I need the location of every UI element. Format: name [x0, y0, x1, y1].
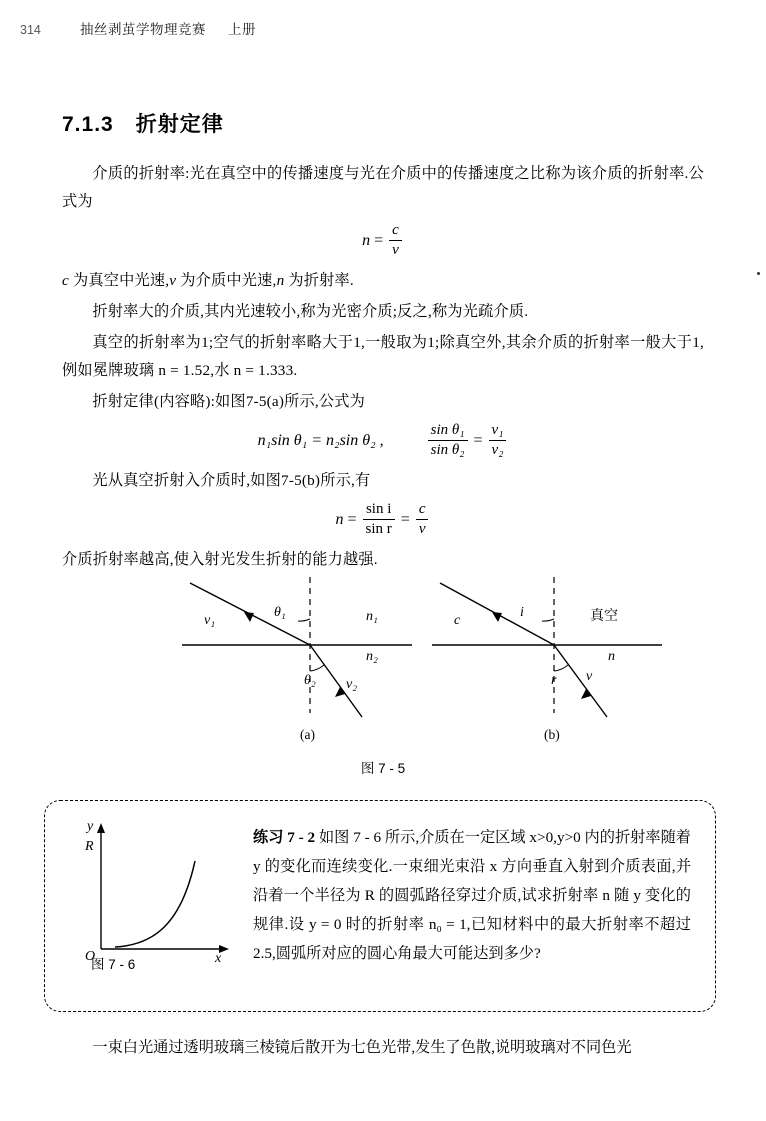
volume-label: 上册 — [228, 22, 256, 37]
book-title: 抽丝剥茧学物理竞赛 — [80, 22, 206, 37]
formula2-den: sin θ₂ — [430, 442, 465, 458]
exercise-body: 如图 7 - 6 所示,介质在一定区域 x>0,y>0 内的折射率随着 y 的变化而连续变化.一束细光束沿 x 方向垂直入射到介质表面,并沿着一个半径为 R 的圆弧路径穿过介质,试求折射率 n 随 y 变化的规律.设 y = 0 时的折射率 n₀ = 1,已知材料中的最大折射率不超过 2.5,圆弧所对应的圆心角最大可能达到多少? — [253, 829, 691, 962]
formula1-numerator: c — [389, 222, 402, 241]
symbol-n: n — [276, 272, 285, 289]
paragraph-2-text2: 为介质中光速, — [176, 272, 277, 289]
exercise-text — [253, 823, 691, 968]
formula-snell-law — [62, 423, 704, 460]
formula2-equals: = — [473, 432, 483, 450]
label-v: v — [586, 669, 593, 684]
paragraph-2-text1: 为真空中光速, — [68, 272, 170, 289]
formula2-left: n₁sin θ₁ = n₂sin θ₂ , — [257, 432, 384, 450]
formula3-velocity-ratio — [416, 501, 429, 538]
formula3-sine-ratio — [363, 501, 395, 538]
formula3-lhs: n — [335, 511, 344, 529]
paragraph-6: 光从真空折射入介质时,如图7-5(b)所示,有 — [92, 472, 371, 489]
figure-7-5-caption: 图 7 - 5 — [360, 761, 406, 776]
formula2-right-den: v₂ — [491, 442, 504, 458]
body-content — [62, 160, 704, 577]
formula1-lhs: n — [362, 232, 371, 250]
label-r: r — [551, 673, 557, 688]
sublabel-b: (b) — [544, 727, 560, 742]
margin-dot — [757, 272, 760, 275]
section-number: 7.1.3 — [62, 113, 114, 136]
formula3-den-2: v — [418, 521, 426, 537]
paragraph-2 — [62, 267, 704, 295]
page-number: 314 — [20, 23, 41, 37]
formula2-right-num: v₁ — [489, 422, 507, 441]
label-vacuum: 真空 — [590, 609, 618, 624]
formula1-fraction — [389, 222, 402, 259]
symbol-c: c — [62, 272, 69, 289]
formula2-num: sin θ₁ — [428, 422, 468, 441]
symbol-v: v — [169, 272, 177, 289]
formula-refractive-index — [62, 223, 704, 260]
section-title: 折射定律 — [135, 113, 224, 136]
figure-7-6-caption: 图 7 - 6 — [91, 957, 136, 972]
paragraph-2-text3: 为折射率. — [284, 272, 354, 289]
exercise-box — [44, 800, 716, 1012]
formula3-num-1: sin i — [363, 501, 395, 520]
label-n2: n₂ — [366, 649, 378, 664]
axis-origin-O: O — [85, 949, 96, 964]
section-heading — [62, 108, 224, 138]
paragraph-1: 介质的折射率:光在真空中的传播速度与光在介质中的传播速度之比称为该介质的折射率.公式为 — [62, 165, 704, 210]
axis-label-y: y — [87, 819, 94, 834]
label-n1: n₁ — [366, 609, 378, 624]
label-theta2: θ₂ — [304, 673, 316, 688]
formula2-sine-ratio — [428, 422, 468, 459]
paragraph-3: 折射率大的介质,其内光速较小,称为光密介质;反之,称为光疏介质. — [92, 303, 529, 320]
sublabel-a: (a) — [300, 727, 315, 742]
formula3-num-2: c — [416, 501, 429, 520]
label-c: c — [454, 613, 461, 628]
paragraph-4: 真空的折射率为1;空气的折射率略大于1,一般取为1;除真空外,其余介质的折射率一般大于1,例如冕牌玻璃 n = 1.52,水 n = 1.333. — [62, 334, 704, 379]
formula3-den-1: sin r — [365, 521, 392, 537]
label-v1: v₁ — [204, 613, 216, 628]
page-header — [20, 18, 704, 40]
label-i: i — [520, 605, 524, 620]
axis-label-R: R — [85, 839, 94, 854]
formula1-equals: = — [374, 232, 384, 250]
figure-7-5 — [62, 565, 704, 780]
label-v2: v₂ — [346, 677, 358, 692]
formula-vacuum-refraction — [62, 502, 704, 539]
trailing-paragraph: 一束白光通过透明玻璃三棱镜后散开为七色光带,发生了色散,说明玻璃对不同色光 — [92, 1039, 632, 1056]
formula3-equals-1: = — [347, 511, 357, 529]
label-theta1: θ₁ — [274, 605, 286, 620]
label-n: n — [608, 649, 615, 664]
exercise-heading: 练习 7 - 2 — [253, 829, 316, 846]
axis-label-x: x — [215, 951, 222, 966]
formula3-equals-2: = — [400, 511, 410, 529]
paragraph-7: 介质折射率越高,使入射光发生折射的能力越强. — [62, 551, 378, 568]
paragraph-5: 折射定律(内容略):如图7-5(a)所示,公式为 — [92, 393, 366, 410]
formula2-velocity-ratio — [489, 422, 507, 459]
formula1-denominator: v — [392, 242, 399, 258]
